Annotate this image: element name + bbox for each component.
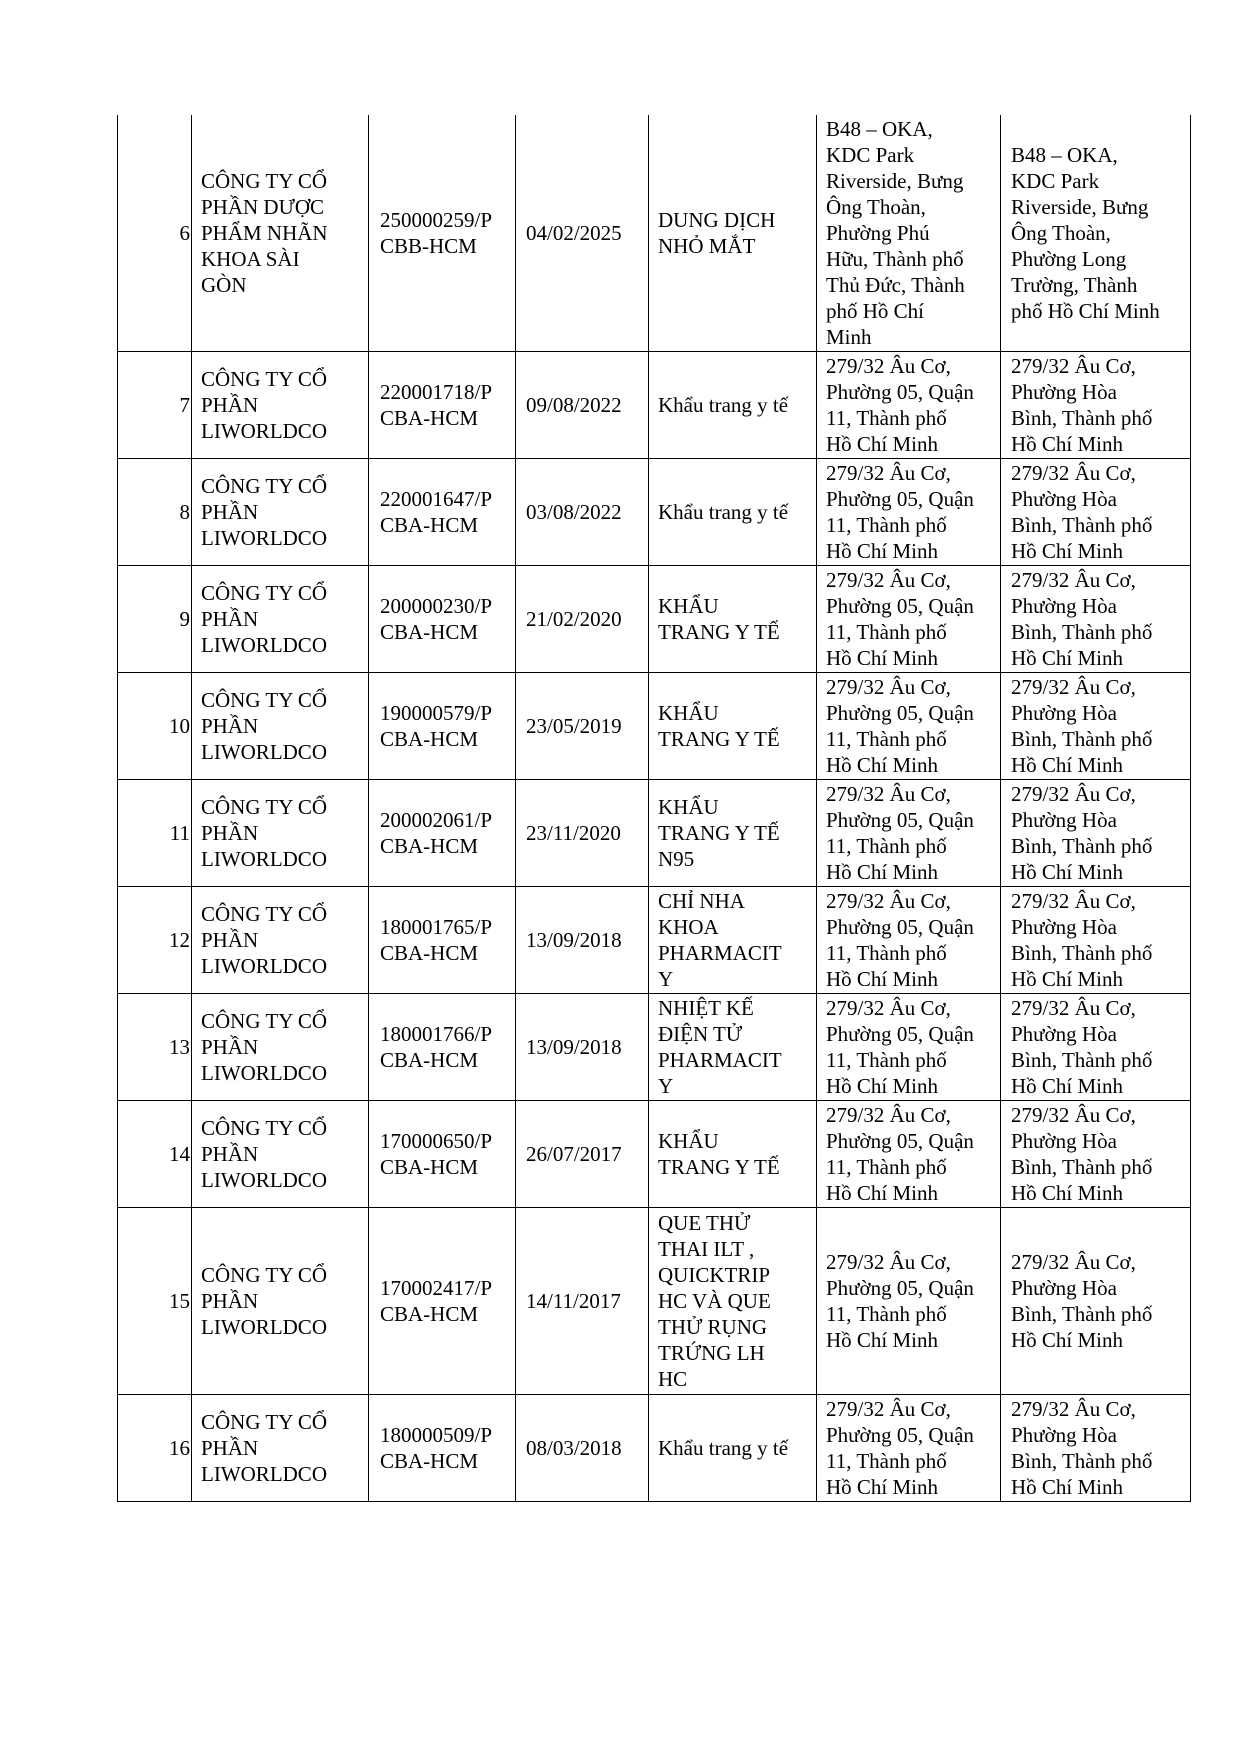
row-number: 15	[118, 1207, 192, 1394]
registration-number: 180001765/P CBA-HCM	[369, 886, 516, 993]
registration-date: 14/11/2017	[516, 1207, 649, 1394]
address-old: 279/32 Âu Cơ, Phường 05, Quận 11, Thành phố Hồ Chí Minh	[817, 351, 1001, 458]
row-number: 7	[118, 351, 192, 458]
product-name: NHIỆT KẾ ĐIỆN TỬ PHARMACIT Y	[649, 993, 817, 1100]
row-number: 6	[118, 115, 192, 351]
row-number: 8	[118, 458, 192, 565]
address-new: 279/32 Âu Cơ, Phường Hòa Bình, Thành phố Hồ Chí Minh	[1001, 993, 1191, 1100]
address-new: 279/32 Âu Cơ, Phường Hòa Bình, Thành phố Hồ Chí Minh	[1001, 886, 1191, 993]
address-old: 279/32 Âu Cơ, Phường 05, Quận 11, Thành phố Hồ Chí Minh	[817, 672, 1001, 779]
company-name: CÔNG TY CỔ PHẦN LIWORLDCO	[192, 779, 369, 886]
address-old: B48 – OKA, KDC Park Riverside, Bưng Ông Thoàn, Phường Phú Hữu, Thành phố Thủ Đức, Thành phố Hồ Chí Minh	[817, 115, 1001, 351]
table-row	[118, 351, 1191, 458]
address-new: 279/32 Âu Cơ, Phường Hòa Bình, Thành phố Hồ Chí Minh	[1001, 672, 1191, 779]
registration-date: 03/08/2022	[516, 458, 649, 565]
product-name: DUNG DỊCH NHỎ MẮT	[649, 115, 817, 351]
company-name: CÔNG TY CỔ PHẦN LIWORLDCO	[192, 1100, 369, 1207]
registration-number: 200002061/P CBA-HCM	[369, 779, 516, 886]
registry-table	[117, 115, 1191, 1502]
address-new: 279/32 Âu Cơ, Phường Hòa Bình, Thành phố Hồ Chí Minh	[1001, 1100, 1191, 1207]
address-new: B48 – OKA, KDC Park Riverside, Bưng Ông Thoàn, Phường Long Trường, Thành phố Hồ Chí Minh	[1001, 115, 1191, 351]
registration-date: 13/09/2018	[516, 993, 649, 1100]
table-row	[118, 993, 1191, 1100]
company-name: CÔNG TY CỔ PHẦN LIWORLDCO	[192, 993, 369, 1100]
address-new: 279/32 Âu Cơ, Phường Hòa Bình, Thành phố Hồ Chí Minh	[1001, 779, 1191, 886]
address-old: 279/32 Âu Cơ, Phường 05, Quận 11, Thành phố Hồ Chí Minh	[817, 565, 1001, 672]
address-old: 279/32 Âu Cơ, Phường 05, Quận 11, Thành phố Hồ Chí Minh	[817, 993, 1001, 1100]
product-name: Khẩu trang y tế	[649, 351, 817, 458]
company-name: CÔNG TY CỔ PHẦN LIWORLDCO	[192, 1207, 369, 1394]
row-number: 11	[118, 779, 192, 886]
table-row	[118, 1100, 1191, 1207]
address-old: 279/32 Âu Cơ, Phường 05, Quận 11, Thành phố Hồ Chí Minh	[817, 1207, 1001, 1394]
registration-number: 200000230/P CBA-HCM	[369, 565, 516, 672]
registration-number: 190000579/P CBA-HCM	[369, 672, 516, 779]
company-name: CÔNG TY CỔ PHẦN LIWORLDCO	[192, 458, 369, 565]
registration-date: 13/09/2018	[516, 886, 649, 993]
address-new: 279/32 Âu Cơ, Phường Hòa Bình, Thành phố Hồ Chí Minh	[1001, 1207, 1191, 1394]
table-body	[118, 115, 1191, 1501]
product-name: KHẨU TRANG Y TẾ	[649, 672, 817, 779]
registration-number: 250000259/P CBB-HCM	[369, 115, 516, 351]
address-old: 279/32 Âu Cơ, Phường 05, Quận 11, Thành phố Hồ Chí Minh	[817, 458, 1001, 565]
registration-date: 09/08/2022	[516, 351, 649, 458]
address-new: 279/32 Âu Cơ, Phường Hòa Bình, Thành phố Hồ Chí Minh	[1001, 458, 1191, 565]
row-number: 14	[118, 1100, 192, 1207]
company-name: CÔNG TY CỔ PHẦN LIWORLDCO	[192, 351, 369, 458]
row-number: 9	[118, 565, 192, 672]
registration-date: 23/11/2020	[516, 779, 649, 886]
product-name: KHẨU TRANG Y TẾ	[649, 1100, 817, 1207]
row-number: 12	[118, 886, 192, 993]
table-row	[118, 115, 1191, 351]
product-name: KHẨU TRANG Y TẾ	[649, 565, 817, 672]
company-name: CÔNG TY CỔ PHẦN LIWORLDCO	[192, 1394, 369, 1501]
company-name: CÔNG TY CỔ PHẦN LIWORLDCO	[192, 886, 369, 993]
address-old: 279/32 Âu Cơ, Phường 05, Quận 11, Thành phố Hồ Chí Minh	[817, 779, 1001, 886]
registration-number: 220001718/P CBA-HCM	[369, 351, 516, 458]
company-name: CÔNG TY CỔ PHẦN LIWORLDCO	[192, 672, 369, 779]
company-name: CÔNG TY CỔ PHẦN LIWORLDCO	[192, 565, 369, 672]
table-row	[118, 886, 1191, 993]
product-name: QUE THỬ THAI ILT , QUICKTRIP HC VÀ QUE THỬ RỤNG TRỨNG LH HC	[649, 1207, 817, 1394]
table-row	[118, 458, 1191, 565]
table-row	[118, 565, 1191, 672]
registration-date: 21/02/2020	[516, 565, 649, 672]
product-name: Khẩu trang y tế	[649, 458, 817, 565]
registration-date: 26/07/2017	[516, 1100, 649, 1207]
table-row	[118, 672, 1191, 779]
address-old: 279/32 Âu Cơ, Phường 05, Quận 11, Thành phố Hồ Chí Minh	[817, 1394, 1001, 1501]
registration-date: 04/02/2025	[516, 115, 649, 351]
row-number: 13	[118, 993, 192, 1100]
product-name: KHẨU TRANG Y TẾ N95	[649, 779, 817, 886]
address-new: 279/32 Âu Cơ, Phường Hòa Bình, Thành phố Hồ Chí Minh	[1001, 1394, 1191, 1501]
address-new: 279/32 Âu Cơ, Phường Hòa Bình, Thành phố Hồ Chí Minh	[1001, 565, 1191, 672]
address-old: 279/32 Âu Cơ, Phường 05, Quận 11, Thành phố Hồ Chí Minh	[817, 886, 1001, 993]
table-row	[118, 1394, 1191, 1501]
address-old: 279/32 Âu Cơ, Phường 05, Quận 11, Thành phố Hồ Chí Minh	[817, 1100, 1001, 1207]
registration-number: 220001647/P CBA-HCM	[369, 458, 516, 565]
company-name: CÔNG TY CỔ PHẦN DƯỢC PHẨM NHÃN KHOA SÀI GÒN	[192, 115, 369, 351]
table-row	[118, 1207, 1191, 1394]
registration-number: 170000650/P CBA-HCM	[369, 1100, 516, 1207]
address-new: 279/32 Âu Cơ, Phường Hòa Bình, Thành phố Hồ Chí Minh	[1001, 351, 1191, 458]
product-name: CHỈ NHA KHOA PHARMACIT Y	[649, 886, 817, 993]
product-name: Khẩu trang y tế	[649, 1394, 817, 1501]
registration-date: 23/05/2019	[516, 672, 649, 779]
registration-number: 180000509/P CBA-HCM	[369, 1394, 516, 1501]
row-number: 16	[118, 1394, 192, 1501]
row-number: 10	[118, 672, 192, 779]
table-row	[118, 779, 1191, 886]
registration-date: 08/03/2018	[516, 1394, 649, 1501]
registration-number: 180001766/P CBA-HCM	[369, 993, 516, 1100]
registration-number: 170002417/P CBA-HCM	[369, 1207, 516, 1394]
